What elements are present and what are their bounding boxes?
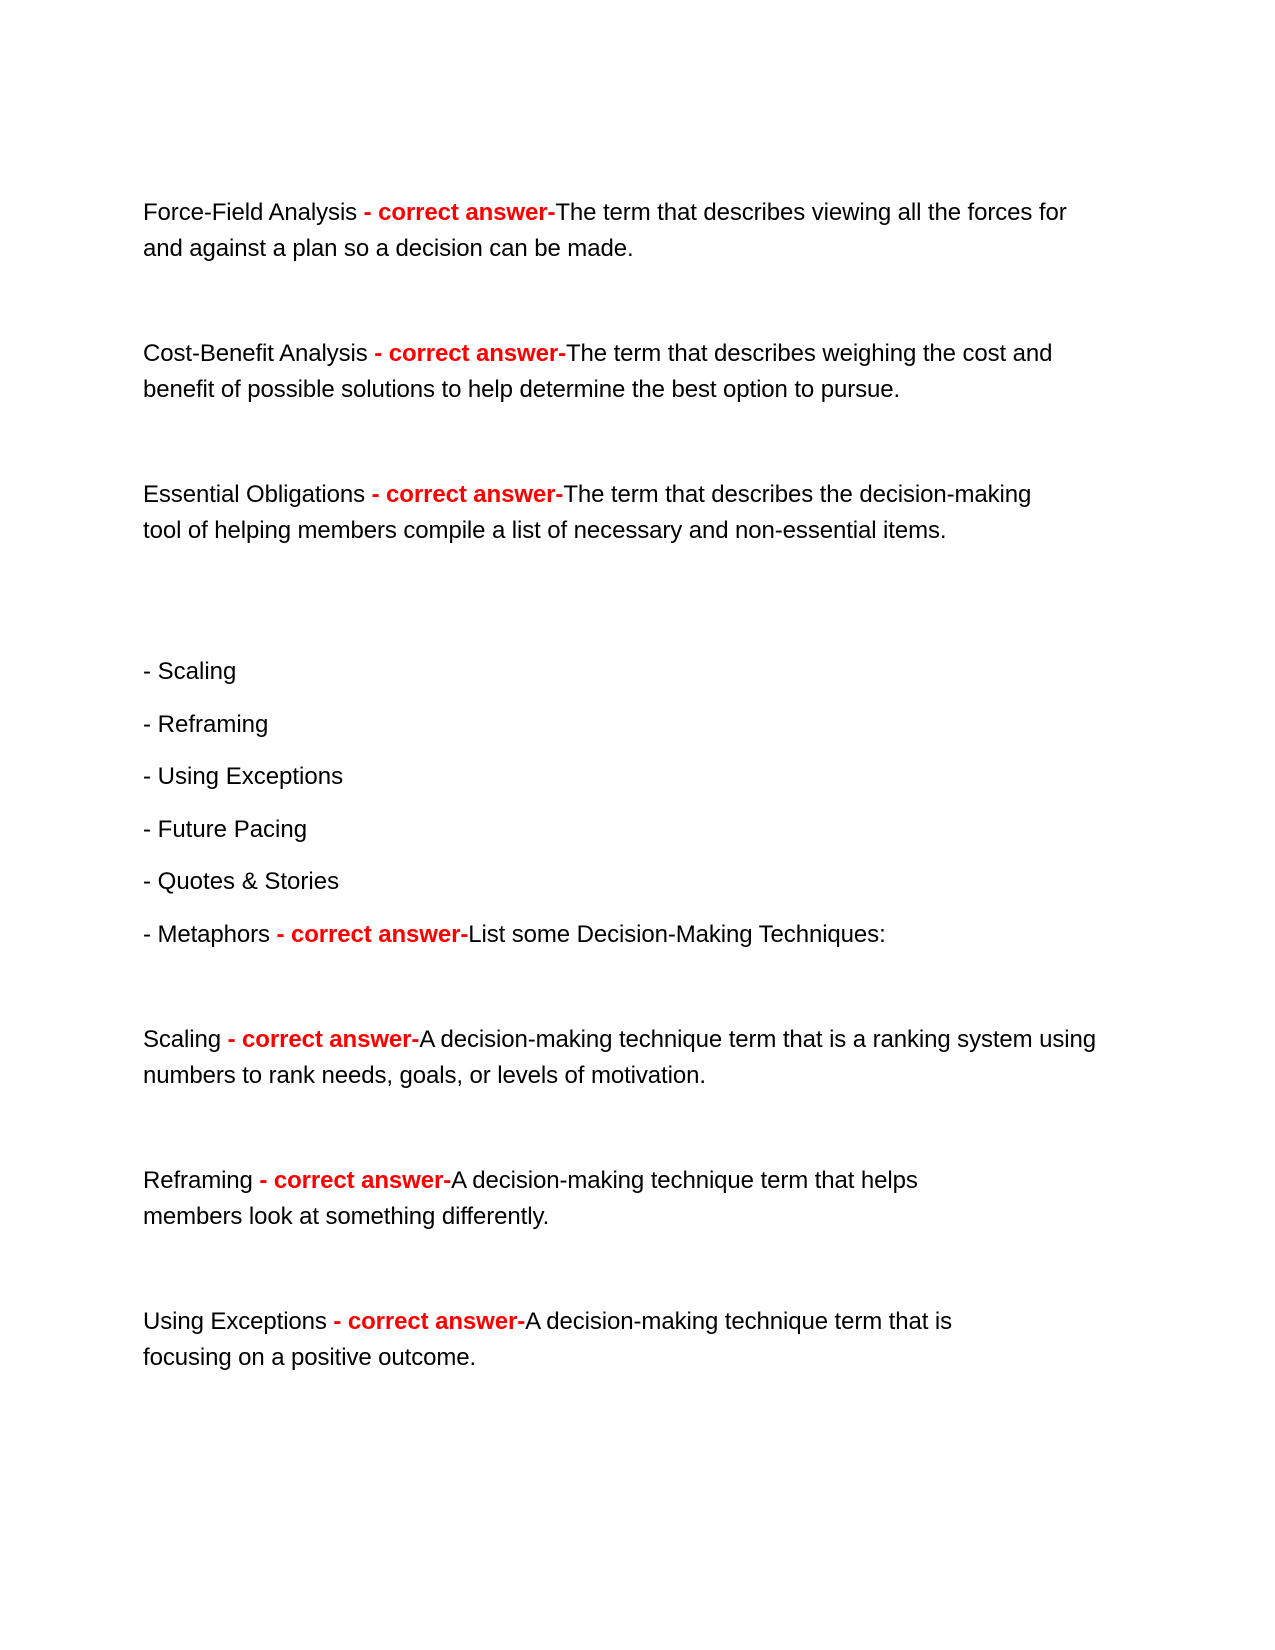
answer-marker: - correct answer- — [259, 1167, 452, 1194]
term: Cost-Benefit Analysis — [143, 340, 375, 367]
list-item-future-pacing: - Future Pacing — [143, 816, 308, 843]
term: Using Exceptions — [143, 1308, 334, 1335]
definition: A decision-making technique term that helps members look at something differently. — [143, 1167, 918, 1230]
answer-marker: - correct answer- — [371, 481, 564, 508]
term: Essential Obligations — [143, 481, 372, 508]
entry-using-exceptions — [143, 1304, 1043, 1376]
term: Force-Field Analysis — [143, 199, 364, 226]
list-item-quotes-stories: - Quotes & Stories — [143, 868, 340, 895]
definition: List some Decision-Making Techniques: — [468, 921, 886, 948]
entry-reframing — [143, 1163, 1023, 1235]
entry-scaling — [143, 1022, 1103, 1094]
definition: The term that describes viewing all the forces for and against a plan so a decision can be made. — [143, 199, 1067, 262]
answer-marker: - correct answer- — [227, 1026, 420, 1053]
entry-essential-obligations — [143, 477, 1043, 549]
definition: A decision-making technique term that is focusing on a positive outcome. — [143, 1308, 953, 1371]
definition: The term that describes the decision-making tool of helping members compile a list of necessary and non-essential items. — [143, 481, 1032, 544]
list-item-scaling: - Scaling — [143, 658, 237, 685]
answer-marker: - correct answer- — [374, 340, 566, 367]
list-item-reframing: - Reframing — [143, 711, 269, 738]
answer-marker: - correct answer- — [333, 1308, 526, 1335]
term: Scaling — [143, 1026, 228, 1053]
entry-cost-benefit-analysis — [143, 336, 1103, 408]
answer-marker: - correct answer- — [363, 199, 556, 226]
definition: A decision-making technique term that is a ranking system using numbers to rank needs, goals, or levels of motivation. — [143, 1026, 1097, 1089]
answer-marker: - correct answer- — [276, 921, 469, 948]
term: - Metaphors — [143, 921, 277, 948]
term: Reframing — [143, 1167, 260, 1194]
list-item-using-exceptions: - Using Exceptions — [143, 763, 344, 790]
entry-decision-making-techniques — [143, 917, 1103, 953]
entry-force-field-analysis — [143, 195, 1103, 267]
definition: The term that describes weighing the cost and benefit of possible solutions to help determine the best option to pursue. — [143, 340, 1053, 403]
